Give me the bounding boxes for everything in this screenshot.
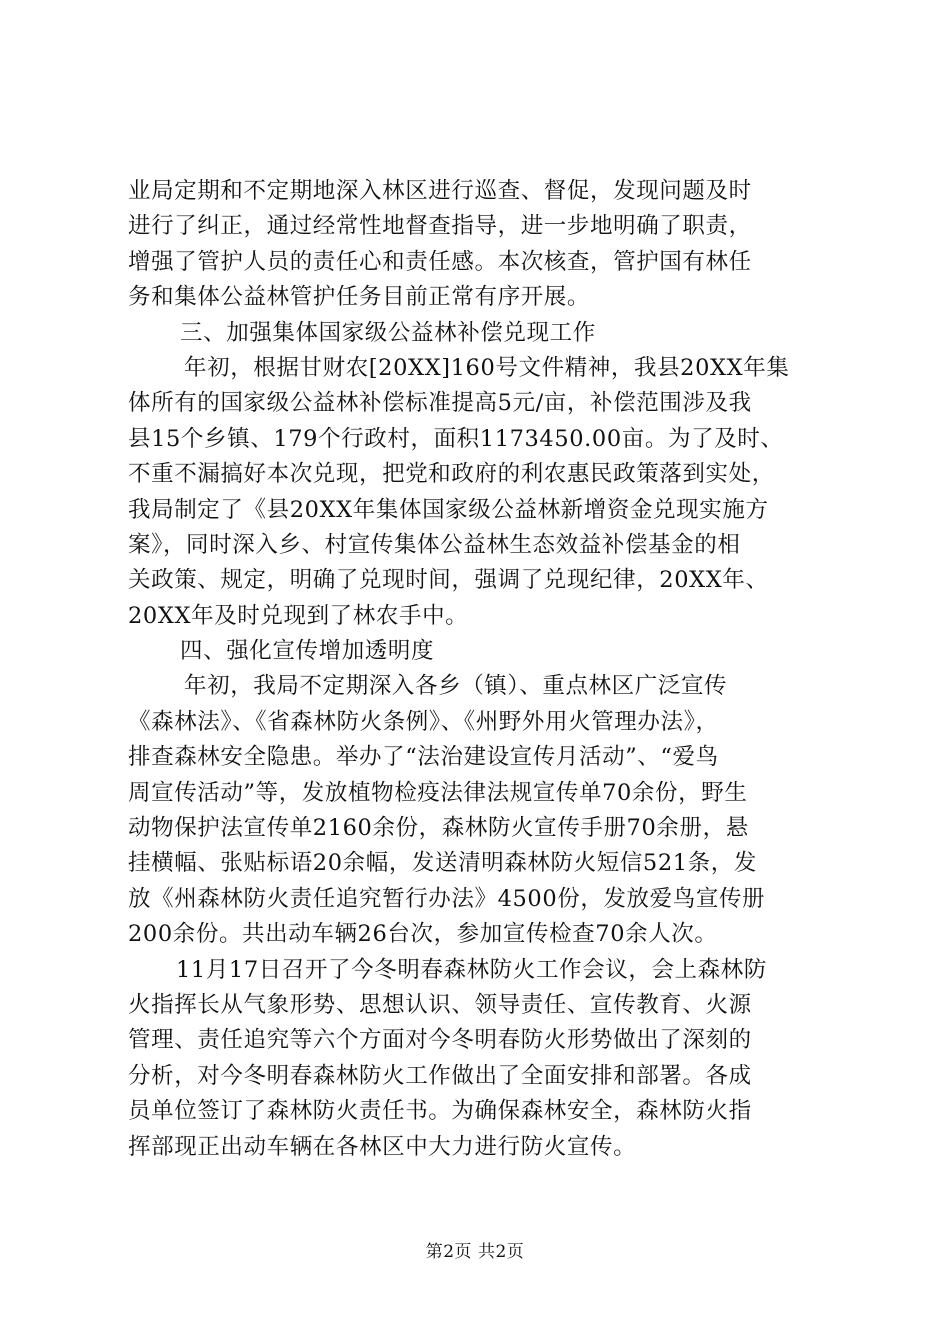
paragraph-line: 11月17日召开了今冬明春森林防火工作会议，会上森林防: [176, 956, 767, 983]
paragraph-line: 放《州森林防火责任追究暂行办法》4500份，发放爱鸟宣传册: [128, 885, 766, 912]
paragraph-line: 案》，同时深入乡、村宣传集体公益林生态效益补偿基金的相: [128, 531, 741, 558]
paragraph-line: 分析，对今冬明春森林防火工作做出了全面安排和部署。各成: [128, 1062, 752, 1089]
paragraph-line: 挥部现正出动车辆在各林区中大力进行防火宣传。: [128, 1133, 637, 1160]
paragraph-line: 年初，我局不定期深入各乡（镇）、重点林区广泛宣传: [184, 673, 728, 700]
document-body: [128, 174, 840, 1165]
page-number: 第2页 共2页: [425, 1242, 525, 1262]
paragraph-line: 火指挥长从气象形势、思想认识、领导责任、宣传教育、火源: [128, 991, 752, 1018]
paragraph-line: 员单位签订了森林防火责任书。为确保森林安全，森林防火指: [128, 1098, 752, 1125]
paragraph-line: 排查森林安全隐患。举办了“法治建设宣传月活动”、“爱鸟: [128, 744, 719, 771]
paragraph-line: 进行了纠正，通过经常性地督查指导，进一步地明确了职责，: [128, 213, 752, 240]
page-footer: [0, 1240, 950, 1264]
paragraph-line: 体所有的国家级公益林补偿标准提高5元/亩，补偿范围涉及我: [128, 390, 752, 417]
paragraph-line: 管理、责任追究等六个方面对今冬明春防火形势做出了深刻的: [128, 1027, 752, 1054]
section-heading-4: 四、强化宣传增加透明度: [180, 638, 435, 665]
paragraph-line: 增强了管护人员的责任心和责任感。本次核查，管护国有林任: [128, 248, 752, 275]
paragraph-line: 200余份。共出动车辆26台次，参加宣传检查70余人次。: [128, 921, 718, 948]
paragraph-line: 业局定期和不定期地深入林区进行巡查、督促，发现问题及时: [128, 178, 752, 204]
paragraph-line: 关政策、规定，明确了兑现时间，强调了兑现纪律，20XX年、: [128, 567, 769, 594]
paragraph-line: 《森林法》、《省森林防火条例》、《州野外用火管理办法》，: [128, 708, 719, 735]
section-heading-3: 三、加强集体国家级公益林补偿兑现工作: [180, 319, 596, 346]
paragraph-line: 20XX年及时兑现到了林农手中。: [128, 602, 469, 629]
paragraph-line: 年初，根据甘财农[20XX]160号文件精神，我县20XX年集: [184, 354, 790, 381]
paragraph-line: 务和集体公益林管护任务目前正常有序开展。: [128, 284, 591, 311]
paragraph-line: 动物保护法宣传单2160余份，森林防火宣传手册70余册，悬: [128, 815, 749, 842]
paragraph-line: 县15个乡镇、179个行政村，面积1173450.00亩。为了及时、: [128, 425, 784, 452]
paragraph-line: 我局制定了《县20XX年集体国家级公益林新增资金兑现实施方: [128, 496, 769, 523]
paragraph-line: 周宣传活动”等，发放植物检疫法律法规宣传单70余份，野生: [128, 779, 748, 806]
paragraph-line: 不重不漏搞好本次兑现，把党和政府的利农惠民政策落到实处，: [128, 461, 775, 488]
paragraph-line: 挂横幅、张贴标语20余幅，发送清明森林防火短信521条，发: [128, 850, 757, 877]
